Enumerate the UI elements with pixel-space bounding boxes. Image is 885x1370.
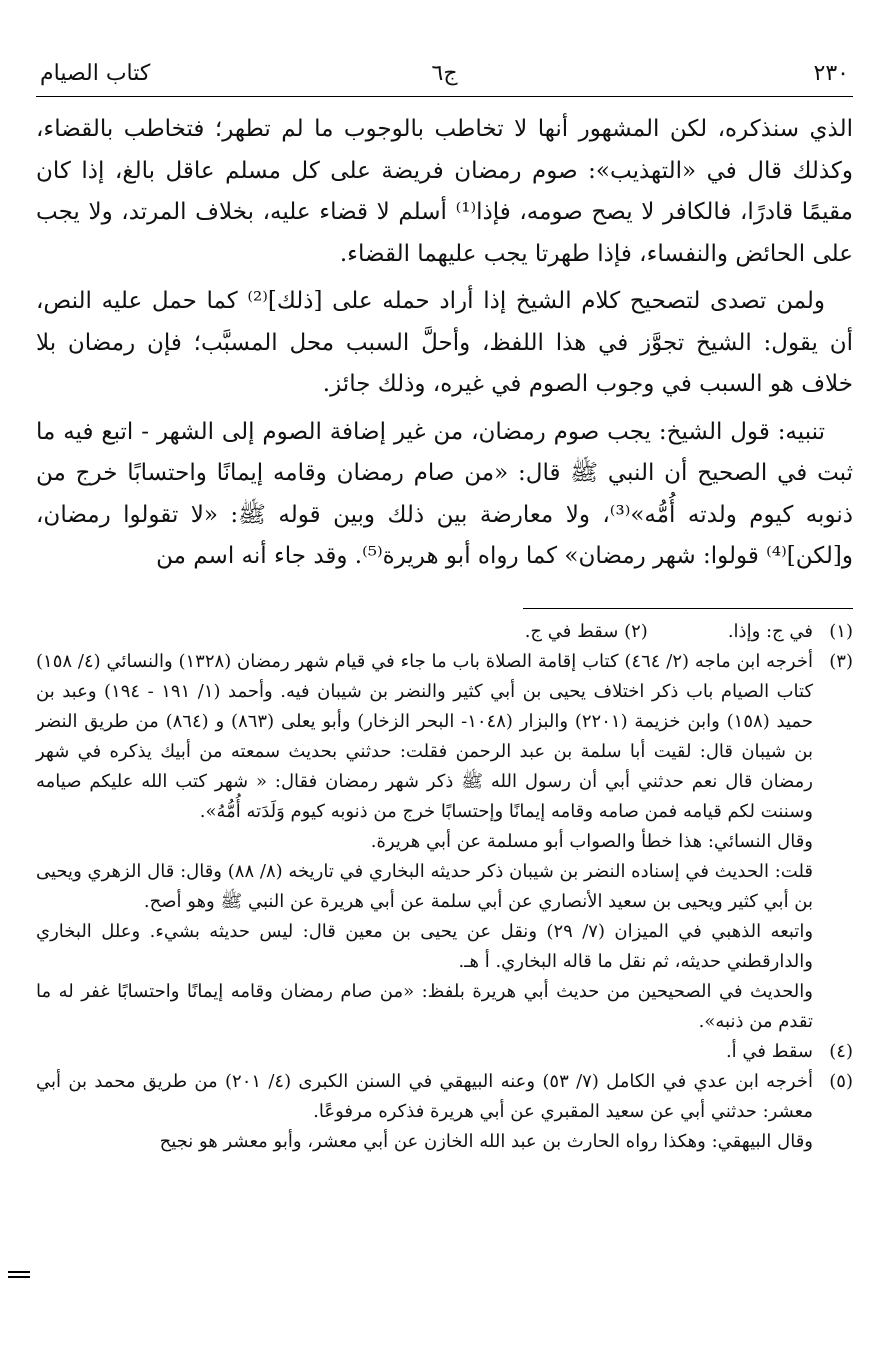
footnote-3-continuation: وقال النسائي: هذا خطأ والصواب أبو مسلمة عن أبي هريرة.: [370, 830, 813, 852]
footnote-number: (١): [829, 620, 853, 642]
volume-label: ج٦: [431, 61, 458, 86]
page-number: ٢٣٠: [813, 61, 849, 86]
paragraph-1: الذي سنذكره، لكن المشهور أنها لا تخاطب بالوجوب ما لم تطهر؛ فتخاطب بالقضاء، وكذلك قال في «التهذيب»: صوم رمضان فريضة على كل مسلم عاقل بالغ، إذا كان مقيمًا قادرًا، فالكافر لا يصح صومه، فإذا⁽¹⁾ أسلم لا قضاء عليه، بخلاف المرتد، ولا يجب على الحائض والنفساء، فإذا طهرتا يجب عليهما القضاء.: [36, 116, 853, 267]
footnote-5-text: أخرجه ابن عدي في الكامل (٧/ ٥٣) وعنه البيهقي في السنن الكبرى (٤/ ٢٠١) من طريق محمد بن أبي معشر: حدثني أبي عن سعيد المقبري عن أبي هريرة فذكره مرفوعًا.: [36, 1070, 813, 1122]
footnote-number: (٣): [829, 650, 853, 672]
document-page: [36, 56, 853, 1157]
footnote-3-continuation: والحديث في الصحيحين من حديث أبي هريرة بلفظ: «من صام رمضان وقامه إيمانًا واحتسابًا غفر له ما تقدم من ذنبه».: [36, 980, 813, 1032]
footnote-number: (٢): [624, 620, 648, 642]
footnote-1-text: في ج: وإذا.: [727, 620, 813, 642]
footnote-3-text: أخرجه ابن ماجه (٢/ ٤٦٤) كتاب إقامة الصلاة باب ما جاء في قيام شهر رمضان (١٣٢٨) والنسائي (٤/ ١٥٨) كتاب الصيام باب ذكر اختلاف يحيى بن أبي كثير والنضر بن شيبان فيه. وأحمد (١/ ١٩١ - ١٩٤) وعبد بن حميد (١٥٨) وابن خزيمة (٢٢٠١) والبزار (١٠٤٨- البحر الزخار) وأبو يعلى (٨٦٣) و (٨٦٤) من طريق النضر بن شيبان قال: لقيت أبا سلمة بن عبد الرحمن فقلت: حدثني بحديث سمعته من أبيك يذكره في شهر رمضان قال نعم حدثني أبي أن رسول الله ﷺ ذكر شهر رمضان فقال: « شهر كتب الله عليكم صيامه وسننت لكم قيامه فمن صامه وقامه إيمانًا وإحتسابًا خرج من ذنوبه كيوم وَلَدَته أُمُّهُ».: [36, 650, 814, 822]
footnote-4: [36, 1037, 853, 1067]
running-header: [36, 56, 853, 97]
footnote-number: (٥): [829, 1070, 853, 1092]
footnote-separator: [523, 608, 853, 609]
paragraph-3: تنبيه: قول الشيخ: يجب صوم رمضان، من غير إضافة الصوم إلى الشهر - اتبع فيه ما ثبت في الصحيح أن النبي ﷺ قال: «من صام رمضان وقامه إيمانًا واحتسابًا خرج من ذنوبه كيوم ولدته أُمُّه»⁽³⁾، ولا معارضة بين ذلك وبين قوله ﷺ: «لا تقولوا رمضان، و[لكن]⁽⁴⁾ قولوا: شهر رمضان» كما رواه أبو هريرة⁽⁵⁾. وقد جاء أنه اسم من: [36, 418, 853, 569]
main-text: [36, 109, 853, 578]
footnotes: [36, 617, 853, 1157]
footnote-5: [36, 1067, 853, 1127]
continuation-mark: [8, 1276, 30, 1278]
book-title: كتاب الصيام: [40, 61, 151, 86]
paragraph-2: ولمن تصدى لتصحيح كلام الشيخ إذا أراد حمله على [ذلك]⁽²⁾ كما حمل عليه النص، أن يقول: الشيخ تجوَّز في هذا اللفظ، وأحلَّ السبب محل المسبَّب؛ فإن رمضان بلا خلاف هو السبب في وجوب الصوم في غيره، وذلك جائز.: [36, 288, 853, 397]
footnote-3-continuation: واتبعه الذهبي في الميزان (٧/ ٢٩) ونقل عن يحيى بن معين قال: ليس حديثه بشيء. وعلل البخاري والدارقطني حديثه، ثم نقل ما قاله البخاري. أ هـ.: [36, 920, 814, 972]
footnote-2-text: سقط في ج.: [524, 620, 619, 642]
footnote-3-continuation: قلت: الحديث في إسناده النضر بن شيبان ذكر حديثه البخاري في تاريخه (٨/ ٨٨) وقال: قال الزهري ويحيى بن أبي كثير ويحيى بن سعيد الأنصاري عن أبي سلمة عن أبي هريرة عن النبي ﷺ وهو أصح.: [36, 860, 814, 912]
footnote-4-text: سقط في أ.: [725, 1040, 813, 1062]
footnote-1-2: [36, 617, 853, 647]
footnote-5-continuation: وقال البيهقي: وهكذا رواه الحارث بن عبد الله الخازن عن أبي معشر، وأبو معشر هو نجيح: [159, 1130, 813, 1152]
footnote-3: [36, 647, 853, 827]
footnote-number: (٤): [829, 1040, 853, 1062]
continuation-mark: [8, 1271, 30, 1273]
